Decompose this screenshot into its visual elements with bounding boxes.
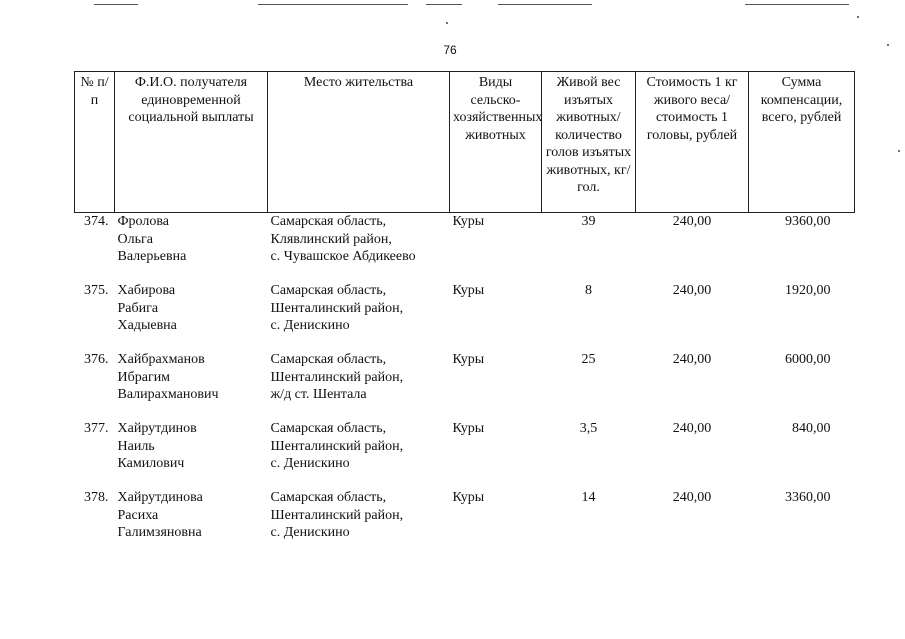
header-residence: Место жительства [268, 72, 450, 213]
residence [268, 282, 450, 351]
last-name: Фролова [117, 214, 170, 229]
region: Самарская область, [270, 490, 387, 505]
region: Самарская область, [270, 421, 387, 436]
row-number: 378. [84, 490, 109, 505]
compensation-total: 9360,00 [785, 214, 831, 229]
residence [268, 489, 450, 558]
first-name: Рабига [117, 300, 159, 316]
recipient-name [115, 489, 268, 558]
compensation-table [74, 71, 855, 558]
animal-type: Куры [452, 421, 485, 436]
unit-cost: 240,00 [672, 283, 712, 298]
header-compensation-total: Сумма компенсации, всего, рублей [749, 72, 855, 213]
table-row [75, 282, 855, 351]
row-number: 377. [84, 421, 109, 436]
scan-speck [857, 16, 859, 18]
district: Клявлинский район, [270, 231, 392, 247]
table-row [75, 420, 855, 489]
header-animal-type: Виды сельско-хозяйственных животных [450, 72, 542, 213]
scan-speck [446, 22, 448, 24]
live-weight: 39 [581, 214, 596, 229]
live-weight: 25 [581, 352, 596, 367]
row-number: 376. [84, 352, 109, 367]
settlement: с. Денискино [270, 318, 350, 333]
settlement: с. Денискино [270, 456, 350, 471]
live-weight: 3,5 [579, 421, 598, 436]
compensation-total: 3360,00 [785, 490, 831, 505]
live-weight: 14 [581, 490, 596, 505]
table-row [75, 213, 855, 283]
unit-cost: 240,00 [672, 490, 712, 505]
region: Самарская область, [270, 352, 387, 367]
first-name: Расиха [117, 507, 159, 523]
scan-speck [898, 150, 900, 152]
page-number: 76 [443, 43, 457, 57]
district: Шенталинский район, [270, 369, 404, 385]
last-name: Хайрутдинов [117, 421, 197, 436]
patronymic: Камилович [117, 456, 185, 471]
recipient-name [115, 351, 268, 420]
patronymic: Галимзяновна [117, 525, 202, 540]
district: Шенталинский район, [270, 507, 404, 523]
scan-line [426, 4, 462, 5]
recipient-name [115, 420, 268, 489]
header-live-weight: Живой вес изъятых животных/ количество голов изъятых животных, кг/гол. [542, 72, 636, 213]
row-number: 374. [84, 214, 109, 229]
unit-cost: 240,00 [672, 214, 712, 229]
patronymic: Хадыевна [117, 318, 177, 333]
settlement: ж/д ст. Шентала [270, 387, 367, 402]
settlement: с. Денискино [270, 525, 350, 540]
unit-cost: 240,00 [672, 352, 712, 367]
compensation-total: 840,00 [792, 421, 831, 436]
scan-line [94, 4, 138, 5]
first-name: Наиль [117, 438, 155, 454]
last-name: Хайбрахманов [117, 352, 205, 367]
header-recipient-name: Ф.И.О. получателя единовременной социальной выплаты [115, 72, 268, 213]
patronymic: Валерьевна [117, 249, 187, 264]
table-header-row [75, 72, 855, 213]
scan-speck [887, 44, 889, 46]
compensation-total: 6000,00 [785, 352, 831, 367]
residence [268, 213, 450, 283]
header-unit-cost: Стоимость 1 кг живого веса/стоимость 1 головы, рублей [636, 72, 749, 213]
table-row [75, 351, 855, 420]
first-name: Ибрагим [117, 369, 171, 385]
animal-type: Куры [452, 214, 485, 229]
row-number: 375. [84, 283, 109, 298]
scan-line [498, 4, 592, 5]
table-row [75, 489, 855, 558]
settlement: с. Чувашское Абдикеево [270, 249, 416, 264]
scan-line [258, 4, 408, 5]
animal-type: Куры [452, 283, 485, 298]
last-name: Хайрутдинова [117, 490, 203, 505]
animal-type: Куры [452, 352, 485, 367]
district: Шенталинский район, [270, 438, 404, 454]
region: Самарская область, [270, 214, 387, 229]
recipient-name [115, 213, 268, 283]
recipient-name [115, 282, 268, 351]
first-name: Ольга [117, 231, 153, 247]
patronymic: Валирахманович [117, 387, 219, 402]
compensation-total: 1920,00 [785, 283, 831, 298]
scan-line [745, 4, 849, 5]
residence [268, 351, 450, 420]
district: Шенталинский район, [270, 300, 404, 316]
region: Самарская область, [270, 283, 387, 298]
header-number: № п/п [75, 72, 115, 213]
last-name: Хабирова [117, 283, 176, 298]
unit-cost: 240,00 [672, 421, 712, 436]
animal-type: Куры [452, 490, 485, 505]
residence [268, 420, 450, 489]
live-weight: 8 [585, 283, 592, 298]
